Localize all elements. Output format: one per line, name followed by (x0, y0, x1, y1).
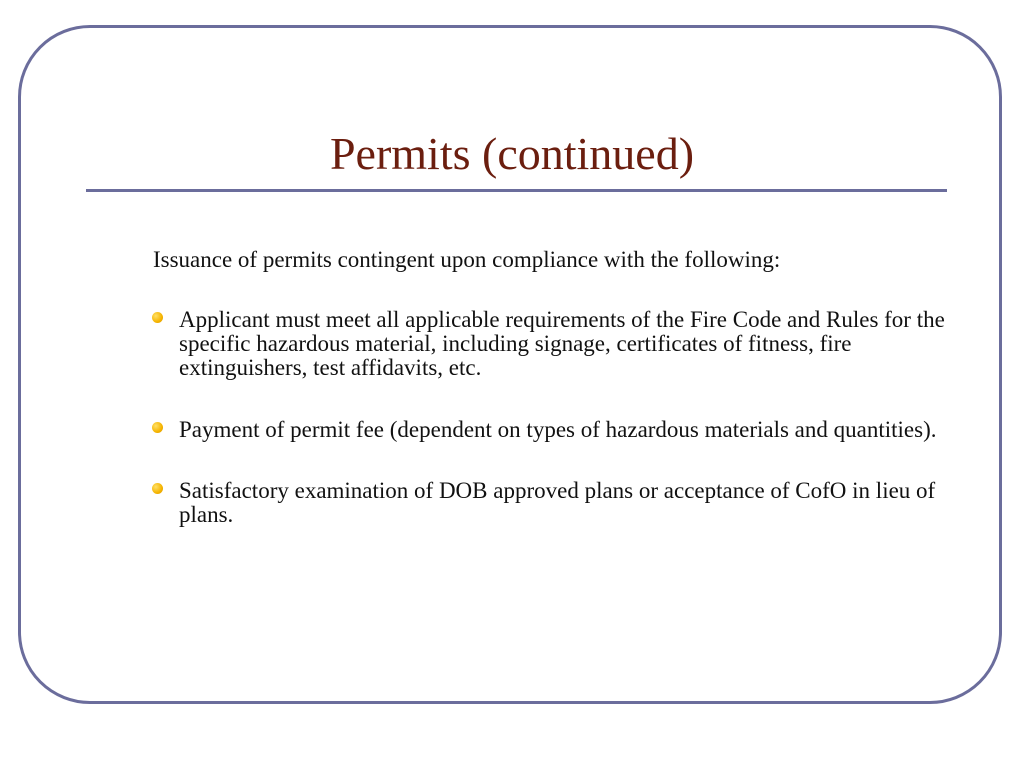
bullet-item (150, 479, 950, 527)
bullet-dot-icon (152, 483, 163, 494)
bullet-text: Satisfactory examination of DOB approved plans or acceptance of CofO in lieu of plans. (179, 478, 936, 527)
bullet-text: Payment of permit fee (dependent on types of hazardous materials and quantities). (179, 417, 937, 442)
bullet-dot-icon (152, 422, 163, 433)
bullet-list (150, 308, 950, 565)
bullet-text: Applicant must meet all applicable requirements of the Fire Code and Rules for the specific hazardous material, including signage, certificates of fitness, fire extinguishers, test affidavits, etc. (179, 307, 945, 380)
bullet-item (150, 418, 950, 442)
title-divider (86, 189, 947, 192)
bullet-dot-icon (152, 312, 163, 323)
intro-text: Issuance of permits contingent upon compliance with the following: (153, 247, 781, 272)
slide-title: Permits (continued) (329, 128, 695, 179)
bullet-item (150, 308, 950, 380)
